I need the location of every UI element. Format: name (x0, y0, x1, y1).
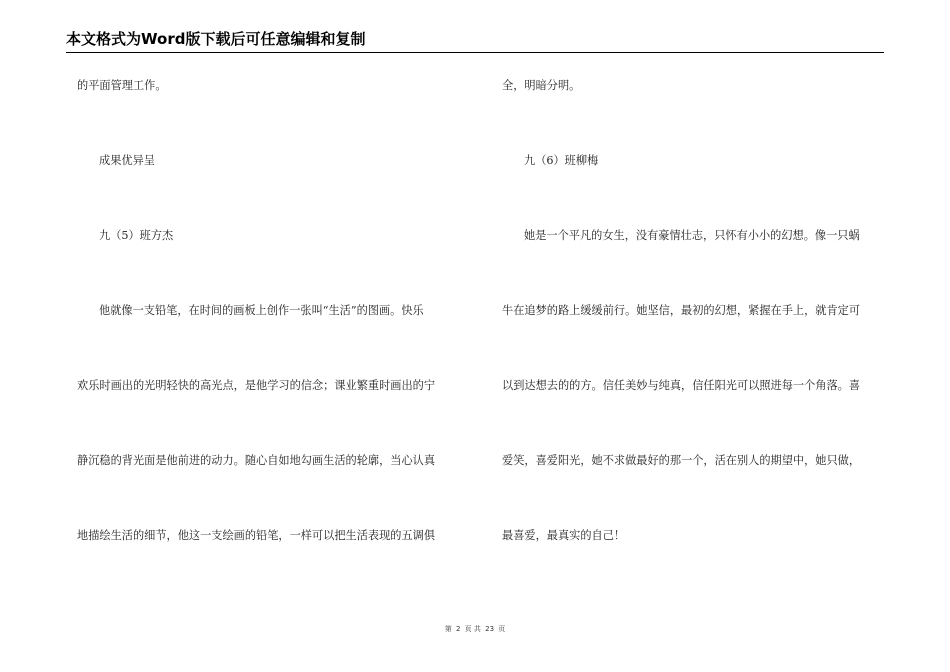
footer-suffix: 页 (498, 625, 506, 633)
page-number: 2 (455, 625, 461, 633)
header-title: 本文格式为Word版下载后可任意编辑和复制 (66, 30, 366, 48)
page-footer (0, 624, 950, 634)
paragraph-line: 以到达想去的的方。信任美妙与纯真，信任阳光可以照进每一个角落。喜 (502, 379, 861, 392)
paragraph-line: 爱笑，喜爱阳光，她不求做最好的那一个，活在别人的期望中，她只做， (502, 454, 861, 467)
paragraph-line: 成果优异呈 (99, 154, 155, 167)
right-column (502, 0, 902, 620)
paragraph-line: 的平面管理工作。 (77, 79, 167, 92)
paragraph-line: 地描绘生活的细节，他这一支绘画的铅笔，一样可以把生活表现的五调俱 (77, 529, 436, 542)
paragraph-line: 欢乐时画出的光明轻快的高光点，是他学习的信念；课业繁重时画出的宁 (77, 379, 436, 392)
paragraph-line: 静沉稳的背光面是他前进的动力。随心自如地勾画生活的轮廓，当心认真 (77, 454, 436, 467)
paragraph-line: 九（6）班柳梅 (524, 154, 599, 167)
left-column (77, 0, 477, 620)
paragraph-line: 牛在追梦的路上缓缓前行。她坚信，最初的幻想，紧握在手上，就肯定可 (502, 304, 861, 317)
page-total: 23 (485, 625, 495, 633)
paragraph-line: 他就像一支铅笔，在时间的画板上创作一张叫“生活”的图画。快乐 (99, 304, 424, 317)
footer-mid: 页 共 (464, 625, 481, 633)
paragraph-line: 最喜爱，最真实的自己！ (502, 529, 626, 542)
paragraph-line: 她是一个平凡的女生，没有豪情壮志，只怀有小小的幻想。像一只蜗 (524, 229, 860, 242)
footer-prefix: 第 (444, 625, 452, 633)
paragraph-line: 全，明暗分明。 (502, 79, 581, 92)
paragraph-line: 九（5）班方杰 (99, 229, 174, 242)
